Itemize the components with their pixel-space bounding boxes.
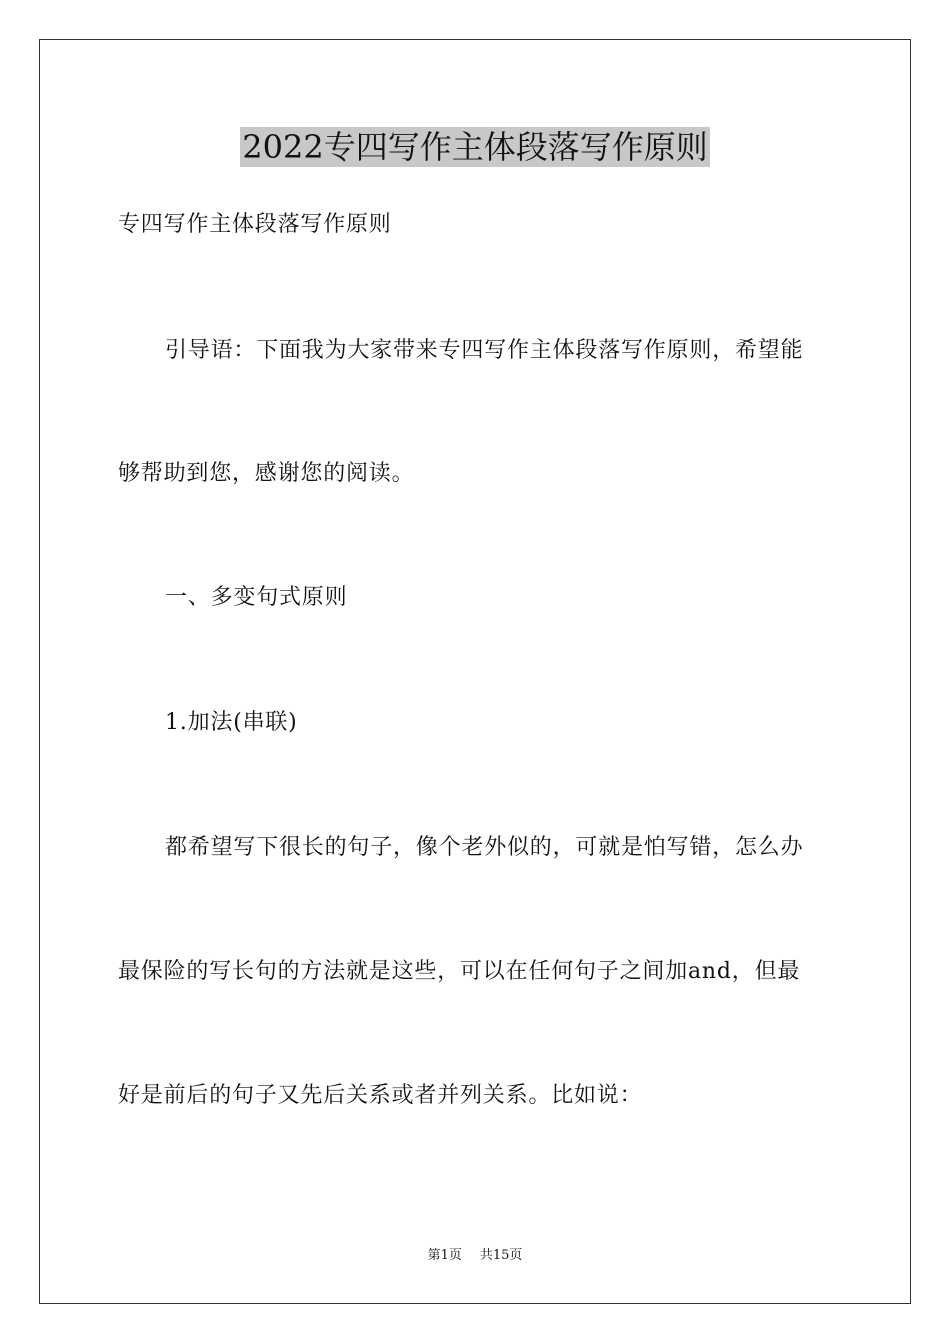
document-title: 2022专四写作主体段落写作原则 <box>242 128 708 166</box>
page-number: 第1页 <box>427 1248 462 1263</box>
document-subtitle: 专四写作主体段落写作原则 <box>118 212 392 237</box>
page-footer <box>0 1247 950 1265</box>
body-paragraph-line-3: 好是前后的句子又先后关系或者并列关系。比如说： <box>118 1083 643 1108</box>
page-total: 共15页 <box>479 1248 523 1263</box>
intro-paragraph-line-1: 引导语：下面我为大家带来专四写作主体段落写作原则，希望能 <box>165 338 804 363</box>
title-container <box>0 127 950 167</box>
body-paragraph-line-2: 最保险的写长句的方法就是这些，可以在任何句子之间加and，但最 <box>118 959 801 984</box>
section-heading: 一、多变句式原则 <box>165 585 348 610</box>
subsection-heading: 1.加法(串联) <box>165 710 298 735</box>
body-paragraph-line-1: 都希望写下很长的句子，像个老外似的，可就是怕写错，怎么办 <box>165 835 804 860</box>
intro-paragraph-line-2: 够帮助到您，感谢您的阅读。 <box>118 461 415 486</box>
